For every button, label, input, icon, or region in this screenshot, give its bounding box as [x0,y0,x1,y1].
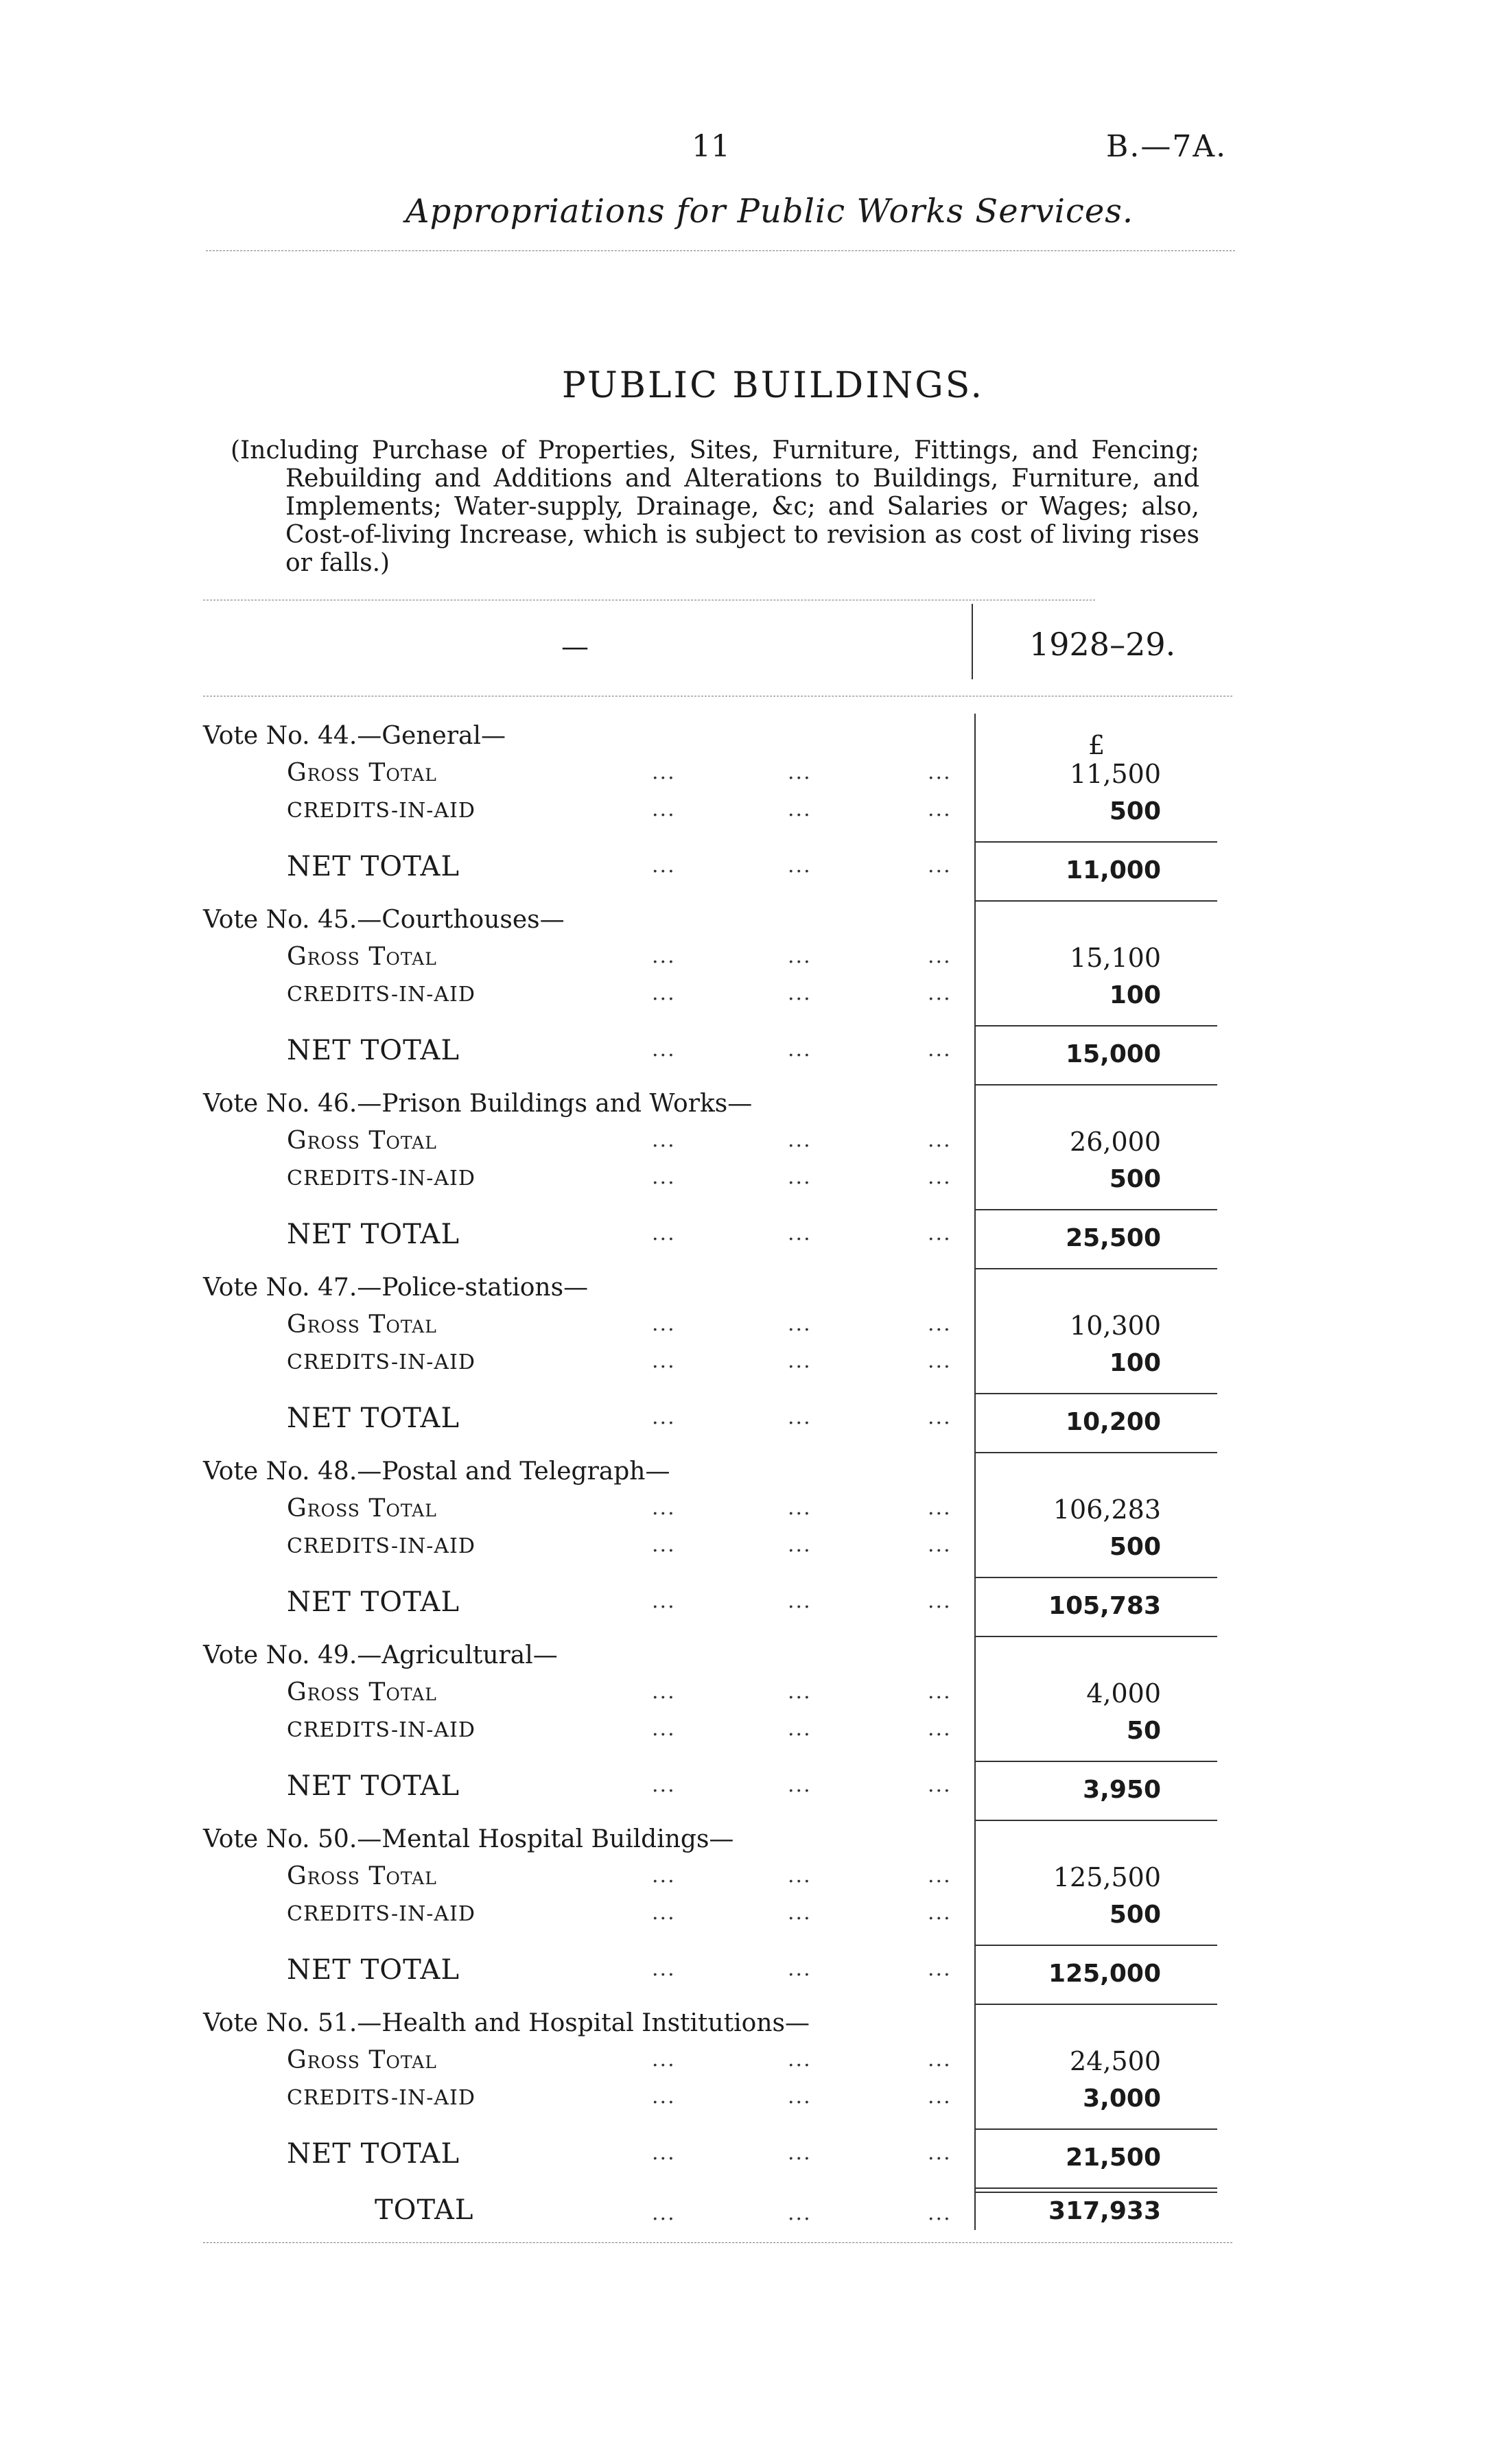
net-total-rule [976,900,1217,902]
dot-leader: ... [788,2048,812,2072]
gross-total-label: Gross Total [287,1862,437,1890]
dot-leader: ... [928,981,952,1005]
header-rule [206,250,1235,251]
dot-leader: ... [652,1717,676,1741]
gross-total-label: Gross Total [287,759,437,787]
credits-in-aid-row [203,1532,1232,1569]
net-total-rule [976,1636,1217,1637]
dot-leader: ... [928,1405,952,1429]
dot-leader: ... [788,2085,812,2109]
dot-leader: ... [788,1680,812,1704]
gross-total-label: Gross Total [287,1311,437,1339]
dot-leader: ... [788,1312,812,1336]
credits-in-aid-value: 100 [1109,1349,1161,1377]
dot-leader: ... [928,854,952,878]
dot-leader: ... [928,1589,952,1613]
gross-total-row [203,1494,1232,1532]
net-total-rule [976,1452,1217,1453]
gross-total-value: 15,100 [1070,943,1161,973]
subtotal-rule [976,2128,1217,2130]
vote-block [203,906,1232,1090]
dot-leader: ... [928,1165,952,1189]
subtotal-rule [976,841,1217,843]
subtotal-rule [976,1209,1217,1210]
credits-in-aid-row [203,796,1232,833]
column-header-placeholder: — [561,631,589,663]
gross-total-value: 26,000 [1070,1127,1161,1157]
net-total-label: NET TOTAL [287,1035,460,1066]
credits-in-aid-row [203,2083,1232,2120]
net-total-value: 125,000 [1048,1960,1161,1988]
dot-leader: ... [928,1221,952,1245]
dot-leader: ... [652,1037,676,1061]
credits-in-aid-label: CREDITS-IN-AID [287,1166,476,1190]
bottom-rule [203,2242,1232,2243]
grand-total-rule-top [976,2192,1217,2193]
dot-leader: ... [928,2048,952,2072]
dot-leader: ... [928,1773,952,1797]
dot-leader: ... [928,797,952,821]
vote-heading: Vote No. 46.—Prison Buildings and Works— [203,1090,753,1118]
dot-leader: ... [788,760,812,784]
dot-leader: ... [652,1128,676,1152]
dot-leader: ... [788,854,812,878]
credits-in-aid-row [203,1715,1232,1752]
vote-heading: Vote No. 47.—Police-stations— [203,1274,589,1302]
net-total-rule [976,2004,1217,2005]
vote-block [203,1274,1232,1457]
currency-symbol: £ [1088,730,1105,760]
dot-leader: ... [928,944,952,968]
dot-leader: ... [652,1864,676,1888]
gross-total-label: Gross Total [287,943,437,971]
net-total-row [203,1035,1232,1072]
net-total-label: NET TOTAL [287,851,460,882]
gross-total-label: Gross Total [287,2046,437,2074]
gross-total-row [203,943,1232,980]
dot-leader: ... [788,944,812,968]
credits-in-aid-label: CREDITS-IN-AID [287,1534,476,1558]
credits-in-aid-row [203,980,1232,1017]
column-divider-header [972,604,973,679]
dot-leader: ... [652,1221,676,1245]
credits-in-aid-value: 500 [1109,1901,1161,1929]
dot-leader: ... [652,1901,676,1925]
dot-leader: ... [788,981,812,1005]
net-total-row [203,1586,1232,1623]
dot-leader: ... [652,1349,676,1373]
net-total-value: 105,783 [1048,1592,1161,1620]
dot-leader: ... [652,981,676,1005]
dot-leader: ... [928,1717,952,1741]
dot-leader: ... [652,944,676,968]
dot-leader: ... [928,1533,952,1557]
gross-total-value: 11,500 [1070,759,1161,789]
net-total-row [203,1403,1232,1440]
grand-total-value: 317,933 [1048,2197,1161,2225]
net-total-row [203,851,1232,888]
grand-total-label: TOTAL [375,2194,474,2226]
dot-leader: ... [928,1037,952,1061]
dot-leader: ... [788,1957,812,1981]
scope-note: (Including Purchase of Properties, Sites, Furniture, Fittings, and Fencing; Rebuilding and Additions and Alterations to Buildings, Furniture, and Implements; Water-supply, Drainage, &c; and Salaries or Wages; also, Cost-of-living Increase, which is subject to revision as cost of living rises or falls.) [231,436,1199,577]
dot-leader: ... [788,1533,812,1557]
credits-in-aid-value: 100 [1109,981,1161,1009]
dot-leader: ... [652,1773,676,1797]
dot-leader: ... [652,1957,676,1981]
gross-total-row [203,1127,1232,1164]
net-total-value: 15,000 [1066,1040,1161,1068]
gross-total-value: 10,300 [1070,1311,1161,1341]
credits-in-aid-row [203,1348,1232,1385]
net-total-row [203,1954,1232,1991]
running-title: Appropriations for Public Works Services. [405,192,1134,231]
vote-block [203,1825,1232,2009]
net-total-label: NET TOTAL [287,1403,460,1434]
gross-total-value: 24,500 [1070,2046,1161,2076]
dot-leader: ... [928,2085,952,2109]
net-total-value: 25,500 [1066,1224,1161,1252]
net-total-label: NET TOTAL [287,1219,460,1250]
vote-block [203,2009,1232,2193]
credits-in-aid-value: 500 [1109,797,1161,825]
credits-in-aid-value: 3,000 [1083,2085,1161,2113]
vote-heading: Vote No. 48.—Postal and Telegraph— [203,1457,670,1486]
grand-total-row [203,2194,1232,2236]
dot-leader: ... [928,760,952,784]
subtotal-rule [976,1577,1217,1578]
dot-leader: ... [928,1864,952,1888]
dot-leader: ... [652,760,676,784]
gross-total-row [203,1311,1232,1348]
net-total-row [203,1770,1232,1807]
dot-leader: ... [928,1312,952,1336]
dot-leader: ... [928,1680,952,1704]
gross-total-row [203,759,1232,796]
gross-total-value: 4,000 [1086,1678,1161,1709]
net-total-value: 21,500 [1066,2144,1161,2172]
vote-heading: Vote No. 51.—Health and Hospital Institutions— [203,2009,810,2037]
page-number: 11 [692,129,730,164]
dot-leader: ... [652,854,676,878]
dot-leader: ... [652,2201,676,2225]
dot-leader: ... [928,1349,952,1373]
credits-in-aid-label: CREDITS-IN-AID [287,1902,476,1926]
net-total-rule [976,1820,1217,1821]
net-total-label: NET TOTAL [287,1586,460,1618]
vote-block [203,1641,1232,1825]
subtotal-rule [976,1761,1217,1762]
vote-block [203,1090,1232,1274]
dot-leader: ... [652,1405,676,1429]
column-header-year: 1928–29. [1029,626,1176,663]
net-total-row [203,1219,1232,1256]
dot-leader: ... [652,2141,676,2165]
credits-in-aid-value: 500 [1109,1533,1161,1561]
credits-in-aid-value: 500 [1109,1165,1161,1193]
vote-heading: Vote No. 44.—General— [203,722,506,750]
dot-leader: ... [788,1037,812,1061]
credits-in-aid-label: CREDITS-IN-AID [287,1350,476,1374]
dot-leader: ... [788,797,812,821]
net-total-value: 10,200 [1066,1408,1161,1436]
dot-leader: ... [788,2141,812,2165]
dot-leader: ... [788,1589,812,1613]
net-total-value: 3,950 [1083,1776,1161,1804]
dot-leader: ... [788,1901,812,1925]
dot-leader: ... [928,2141,952,2165]
credits-in-aid-row [203,1164,1232,1201]
dot-leader: ... [928,1496,952,1520]
gross-total-label: Gross Total [287,1494,437,1523]
dot-leader: ... [788,1864,812,1888]
net-total-label: NET TOTAL [287,1770,460,1802]
gross-total-row [203,1678,1232,1715]
gross-total-value: 106,283 [1053,1494,1161,1525]
credits-in-aid-label: CREDITS-IN-AID [287,799,476,823]
vote-block [203,722,1232,906]
dot-leader: ... [788,1165,812,1189]
net-total-rule [976,1268,1217,1269]
credits-in-aid-value: 50 [1126,1717,1161,1745]
dot-leader: ... [652,1165,676,1189]
dot-leader: ... [788,1349,812,1373]
vote-block [203,1457,1232,1641]
subtotal-rule [976,1025,1217,1026]
dot-leader: ... [788,1496,812,1520]
net-total-label: NET TOTAL [287,2138,460,2170]
dot-leader: ... [652,1589,676,1613]
dot-leader: ... [788,1128,812,1152]
gross-total-row [203,1862,1232,1899]
section-title: PUBLIC BUILDINGS. [561,365,985,406]
credits-in-aid-label: CREDITS-IN-AID [287,1718,476,1742]
gross-total-label: Gross Total [287,1678,437,1706]
dot-leader: ... [788,1773,812,1797]
dot-leader: ... [652,1680,676,1704]
vote-heading: Vote No. 45.—Courthouses— [203,906,565,934]
dot-leader: ... [788,1717,812,1741]
dot-leader: ... [928,2201,952,2225]
credits-in-aid-row [203,1899,1232,1936]
vote-heading: Vote No. 50.—Mental Hospital Buildings— [203,1825,734,1853]
dot-leader: ... [652,1533,676,1557]
credits-in-aid-label: CREDITS-IN-AID [287,983,476,1007]
subtotal-rule [976,1393,1217,1394]
gross-total-label: Gross Total [287,1127,437,1155]
dot-leader: ... [652,1312,676,1336]
dot-leader: ... [652,2048,676,2072]
gross-total-value: 125,500 [1053,1862,1161,1892]
subtotal-rule [976,1945,1217,1946]
dot-leader: ... [788,1221,812,1245]
dot-leader: ... [928,1901,952,1925]
net-total-value: 11,000 [1066,856,1161,884]
dot-leader: ... [788,2201,812,2225]
document-reference: B.—7A. [1106,129,1228,164]
net-total-label: NET TOTAL [287,1954,460,1986]
dot-leader: ... [928,1957,952,1981]
dot-leader: ... [788,1405,812,1429]
net-total-rule [976,2187,1217,2189]
net-total-row [203,2138,1232,2175]
net-total-rule [976,1084,1217,1086]
dot-leader: ... [928,1128,952,1152]
dot-leader: ... [652,2085,676,2109]
vote-heading: Vote No. 49.—Agricultural— [203,1641,558,1669]
dot-leader: ... [652,797,676,821]
credits-in-aid-label: CREDITS-IN-AID [287,2086,476,2110]
gross-total-row [203,2046,1232,2083]
dot-leader: ... [652,1496,676,1520]
